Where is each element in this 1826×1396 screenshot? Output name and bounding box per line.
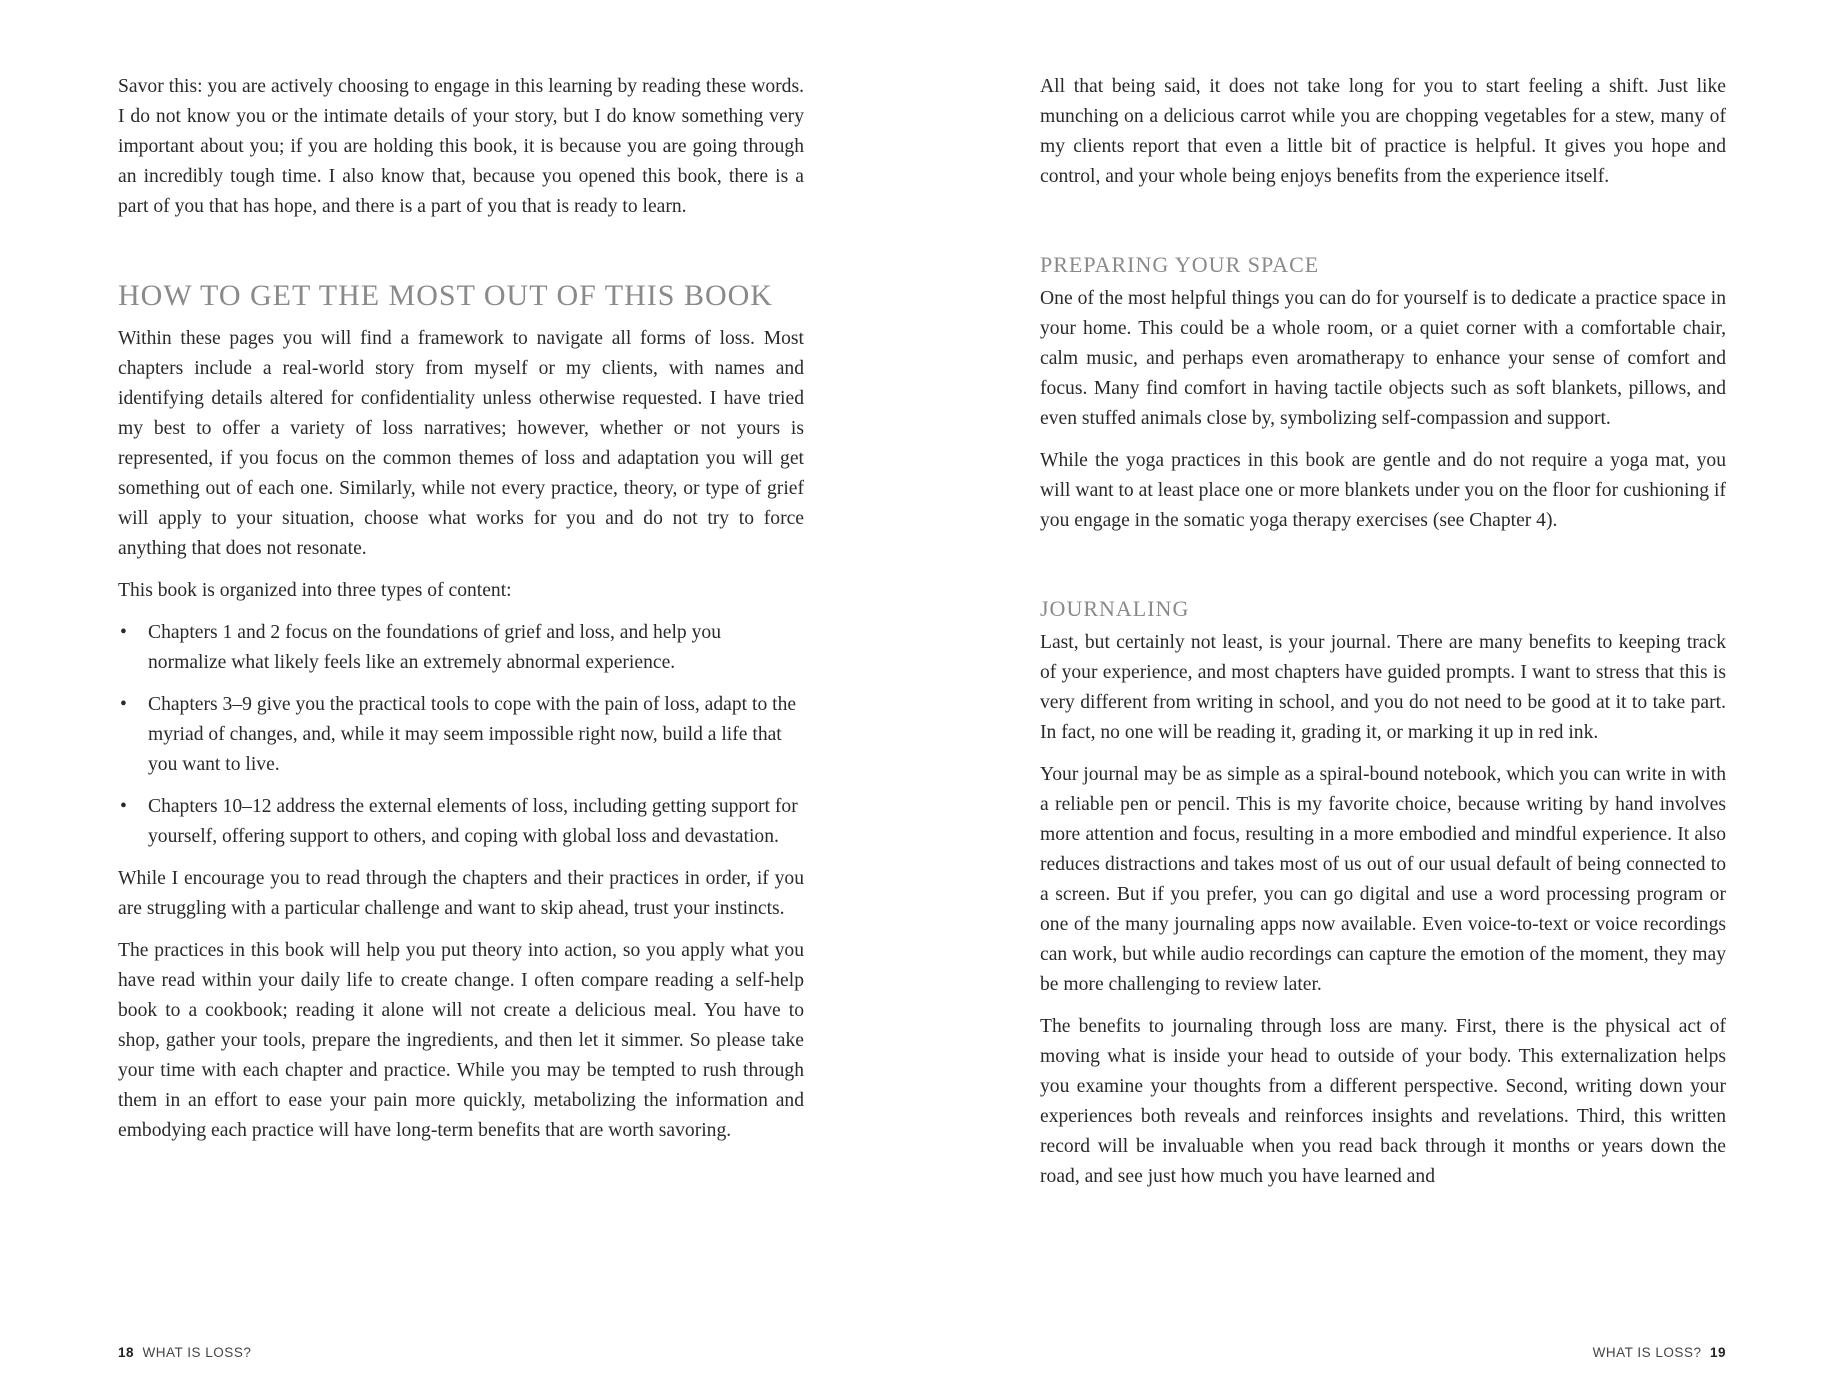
- page-number: 18: [118, 1345, 135, 1360]
- list-item-text: Chapters 1 and 2 focus on the foundations of grief and loss, and help you normalize what likely feels like an extremely abnormal experience.: [148, 622, 722, 673]
- list-item-text: Chapters 3–9 give you the practical tools to cope with the pain of loss, adapt to the myriad of changes, and, while it may seem impossible right now, build a life that you want to live.: [148, 694, 797, 775]
- right-page: [1040, 0, 1726, 1396]
- bullet-icon: •: [120, 796, 127, 817]
- right-intro-paragraph: All that being said, it does not take long for you to start feeling a shift. Just like munching on a delicious carrot while you are chopping vegetables for a stew, many of my clients report that even a little bit of practice is helpful. It gives you hope and control, and your whole being enjoys benefits from the experience itself.: [1040, 76, 1726, 187]
- journal-benefits-paragraph: The benefits to journaling through loss are many. First, there is the physical act of moving what is inside your head to outside of your body. This externalization helps you examine your thoughts from a different perspective. Second, writing down your experiences both reveals and reinforces insights and revelations. Third, this written record will be invaluable when you read back through it months or years down the road, and see just how much you have learned and: [1040, 1016, 1726, 1187]
- list-item: [118, 792, 804, 852]
- journal-format-paragraph: Your journal may be as simple as a spiral-bound notebook, which you can write in with a reliable pen or pencil. This is my favorite choice, because writing by hand involves more attention and focus, resulting in a more embodied and mindful experience. It also reduces distractions and takes most of us out of our usual default of being connected to a screen. But if you prefer, you can go digital and use a word processing program or one of the many journaling apps now available. Even voice-to-text or voice recordings can work, but while audio recordings can capture the emotion of the moment, they may be more challenging to review later.: [1040, 764, 1726, 995]
- list-item-text: Chapters 10–12 address the external elements of loss, including getting support for yourself, offering support to others, and coping with global loss and devastation.: [148, 796, 798, 847]
- page-number: 19: [1709, 1345, 1726, 1360]
- left-intro-paragraph: Savor this: you are actively choosing to engage in this learning by reading these words. I do not know you or the intimate details of your story, but I do know something very important about you; if you are holding this book, it is because you are going through an incredibly tough time. I also know that, because you opened this book, there is a part of you that has hope, and there is a part of you that is ready to learn.: [118, 76, 804, 217]
- right-footer: [1593, 1345, 1726, 1360]
- chapter-list: [118, 618, 804, 852]
- running-title: WHAT IS LOSS?: [1592, 1345, 1702, 1360]
- subheading-preparing-space: PREPARING YOUR SPACE: [1040, 252, 1320, 277]
- running-title: WHAT IS LOSS?: [142, 1345, 252, 1360]
- bullet-icon: •: [120, 622, 127, 643]
- framework-paragraph: Within these pages you will find a framework to navigate all forms of loss. Most chapters include a real-world story from myself or my clients, with names and identifying details altered for confidentiality unless otherwise requested. I have tried my best to offer a variety of loss narratives; however, whether or not yours is represented, if you focus on the common themes of loss and adaptation you will get something out of each one. Similarly, while not every practice, theory, or type of grief will apply to your situation, choose what works for you and do not try to force anything that does not resonate.: [118, 328, 804, 559]
- left-footer: [118, 1345, 251, 1360]
- subheading-journaling: JOURNALING: [1040, 596, 1190, 621]
- content-types-paragraph: This book is organized into three types of content:: [118, 580, 512, 601]
- bullet-icon: •: [120, 694, 127, 715]
- practices-paragraph: The practices in this book will help you put theory into action, so you apply what you have read within your daily life to create change. I often compare reading a self-help book to a cookbook; reading it alone will not create a delicious meal. You have to shop, gather your tools, prepare the ingredients, and then let it simmer. So please take your time with each chapter and practice. While you may be tempted to rush through them in an effort to ease your pain more quickly, metabolizing the information and embodying each practice will have long-term benefits that are worth savoring.: [118, 940, 804, 1141]
- list-item: [118, 618, 804, 678]
- reading-order-paragraph: While I encourage you to read through the chapters and their practices in order, if you are struggling with a particular challenge and want to skip ahead, trust your instincts.: [118, 868, 804, 919]
- yoga-paragraph: While the yoga practices in this book are gentle and do not require a yoga mat, you will want to at least place one or more blankets under you on the floor for cushioning if you engage in the somatic yoga therapy exercises (see Chapter 4).: [1040, 450, 1726, 531]
- section-heading: HOW TO GET THE MOST OUT OF THIS BOOK: [118, 279, 773, 312]
- left-page: [118, 0, 804, 1396]
- practice-space-paragraph: One of the most helpful things you can do for yourself is to dedicate a practice space in your home. This could be a whole room, or a quiet corner with a comfortable chair, calm music, and perhaps even aromatherapy to enhance your sense of comfort and focus. Many find comfort in having tactile objects such as soft blankets, pillows, and even stuffed animals close by, symbolizing self-compassion and support.: [1040, 288, 1726, 429]
- journal-intro-paragraph: Last, but certainly not least, is your journal. There are many benefits to keeping track of your experience, and most chapters have guided prompts. I want to stress that this is very different from writing in school, and you do not need to be good at it to take part. In fact, no one will be reading it, grading it, or marking it up in red ink.: [1040, 632, 1726, 743]
- list-item: [118, 690, 804, 780]
